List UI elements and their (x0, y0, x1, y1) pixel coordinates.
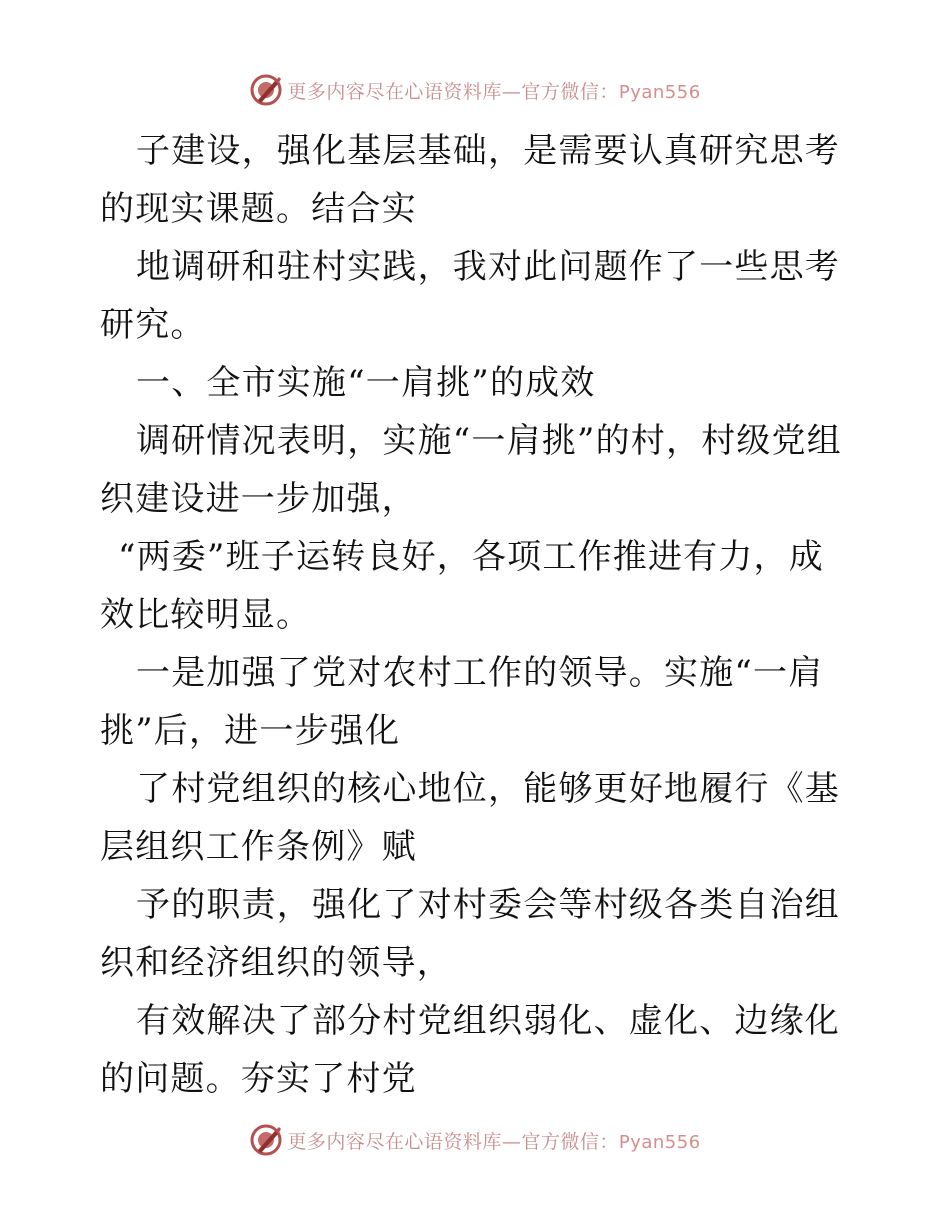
document-body (100, 122, 855, 1108)
paragraph: 子建设，强化基层基础，是需要认真研究思考的现实课题。结合实 (100, 131, 840, 229)
paragraph: 一是加强了党对农村工作的领导。实施“一肩挑”后，进一步强化 (100, 653, 824, 751)
header-watermark (0, 70, 950, 110)
watermark-text: 更多内容尽在心语资料库—官方微信：Pyan556 (287, 80, 701, 103)
paragraph: 调研情况表明，实施“一肩挑”的村，村级党组织建设进一步加强， (100, 421, 842, 519)
paragraph: 予的职责，强化了对村委会等村级各类自治组织和经济组织的领导， (100, 885, 840, 983)
paragraph: 了村党组织的核心地位，能够更好地履行《基层组织工作条例》赋 (100, 769, 840, 867)
paragraph: 地调研和驻村实践，我对此问题作了一些思考研究。 (100, 247, 840, 345)
pen-seal-icon (249, 1123, 283, 1157)
pen-seal-icon (249, 73, 283, 107)
watermark-id: Pyan556 (618, 1131, 701, 1153)
paragraph: “两委”班子运转良好，各项工作推进有力，成效比较明显。 (100, 537, 824, 635)
footer-watermark (0, 1120, 950, 1160)
section-heading: 一、全市实施“一肩挑”的成效 (136, 363, 596, 403)
paragraph: 有效解决了部分村党组织弱化、虚化、边缘化的问题。夯实了村党 (100, 1001, 840, 1099)
watermark-id: Pyan556 (618, 81, 701, 103)
watermark-text: 更多内容尽在心语资料库—官方微信：Pyan556 (287, 1130, 701, 1153)
